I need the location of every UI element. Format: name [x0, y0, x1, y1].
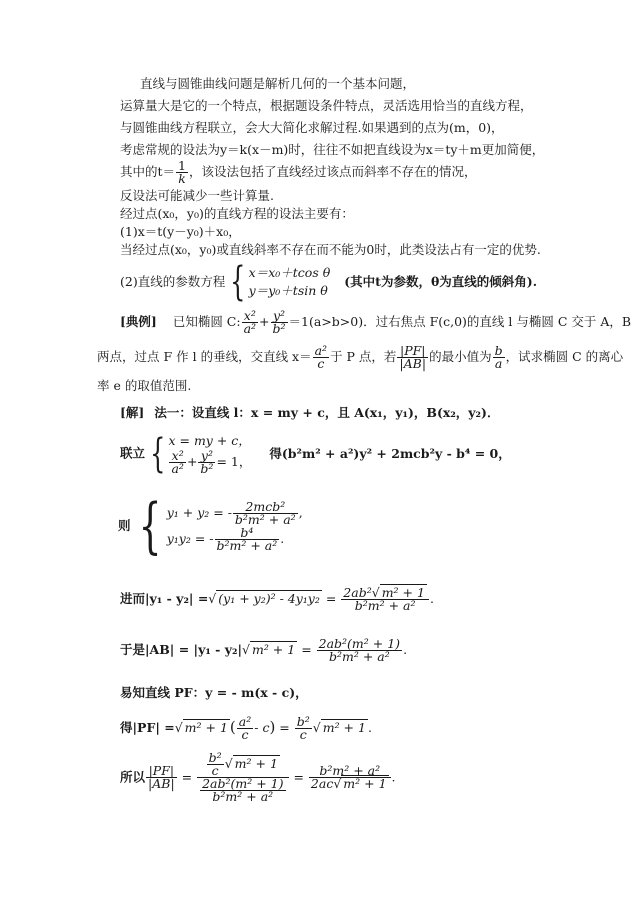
x2-over-a2-fraction: $\frac{\text{x²}}{\text{a²}}$	[243, 308, 257, 336]
intro-line-3: 与圆锥曲线方程联立，会大大简化求解过程.如果遇到的点为(m，0)，	[120, 120, 504, 135]
pf-length-line: 得|PF| =√ m² + 1 ( $\frac{\text{a²}}{c}$ - c) = $\frac{\text{b²}}{c}$ √ m² + 1 .	[120, 714, 372, 742]
param-equation-system	[249, 264, 331, 300]
quadratic-in-y: 得(b²m² + a²)y² + 2mcb²y - b⁴ = 0，	[269, 445, 511, 461]
example-text-6: ，试求椭圆 C 的离心	[505, 349, 624, 364]
suo-label: 所以	[120, 769, 146, 785]
vieta-sum: y₁ + y₂ = - $\frac{\text{2mcb²}}{\text{b²m² + a²}}$ ,	[166, 499, 303, 527]
left-brace-icon: {	[138, 491, 162, 561]
pf-line-equation: 易知直线 PF：y = - m(x - c)，	[120, 685, 308, 700]
example-line-2	[97, 345, 623, 370]
example-text-4: 于 P 点，若	[330, 349, 397, 364]
intro-line-5-suffix: ，该设法包括了直线经过该点而斜率不存在的情况，	[188, 164, 477, 179]
diff-y-sqrt: (y₁ + y₂)² - 4y₁y₂	[218, 591, 320, 606]
system-eq-2-tail: = 1，	[216, 454, 252, 469]
intro-line-4: 考虑常规的设法为y＝k(x－m)时，往往不如把直线设为x＝ty＋m更加简便，	[120, 142, 545, 157]
example-line-1: [典例] 已知椭圆 C: $\frac{\text{x²}}{\text{a²}}$ + $\frac{\text{y²}}{\text{b²}}$ ＝1(a>b>0)．过右焦点 F(c,0)的直线 l 与椭圆 C 交于 A，B	[120, 308, 632, 336]
fraction-numerator: 1	[178, 158, 186, 173]
param-eq-x: x＝x₀＋tcos θ	[248, 265, 331, 280]
ab-sqrt: m² + 1	[251, 642, 296, 657]
vieta-equations	[167, 500, 303, 552]
diff-y-line: 进而|y₁ - y₂| =√ (y₁ + y₂)² - 4y₁y₂ = $\frac{\text{2ab²√ m² + 1}}{\text{b²m² + a²}}$ .	[120, 585, 434, 613]
a2-over-c-fraction: $\frac{\text{a²}}{c}$	[314, 343, 328, 371]
intro-line-8: (1)x＝t(y－y₀)＋x₀，	[120, 224, 241, 239]
one-over-k-fraction	[176, 160, 188, 185]
param-eq-note: (其中t为参数，θ为直线的倾斜角).	[344, 274, 538, 289]
b-over-a-fraction: $\frac{b}{a}$	[494, 343, 503, 371]
intro-line-5	[120, 158, 477, 186]
jin-label: 进而|y₁ - y₂| =	[120, 591, 209, 606]
param-eq-label: (2)直线的参数方程	[120, 274, 226, 289]
example-text-5: 的最小值为	[429, 349, 492, 364]
example-label: [典例]	[120, 314, 157, 329]
vieta-system	[118, 491, 303, 561]
example-line-3: 率 e 的取值范围.	[97, 378, 192, 393]
intro-line-1: 直线与圆锥曲线问题是解析几何的一个基本问题，	[140, 76, 416, 91]
de2-label: 得|PF| =	[120, 720, 175, 735]
y2-over-b2-fraction: $\frac{\text{y²}}{\text{b²}}$	[272, 308, 286, 336]
yu-label: 于是|AB| = |y₁ - y₂|	[120, 642, 242, 657]
system-eq-1: x = my + c，	[168, 433, 251, 448]
example-text-1: 已知椭圆 C:	[172, 314, 241, 329]
solution-line-1	[120, 405, 499, 421]
intro-line-2: 运算量大是它的一个特点，根据题设条件特点，灵活选用恰当的直线方程，	[120, 98, 533, 113]
ab-length-line: 于是|AB| = |y₁ - y₂|√ m² + 1 = $\frac{\text{2ab²(m² + 1)}}{\text{b²m² + a²}}$ .	[120, 636, 408, 664]
pf-over-ab-fraction: $\frac{|PF|}{|AB|}$	[399, 343, 427, 371]
intro-line-9: 当经过点(x₀，y₀)或直线斜率不存在而不能为0时，此类设法占有一定的优势.	[120, 242, 541, 257]
example-text-3: 两点，过点 F 作 l 的垂线，交直线 x＝	[97, 349, 312, 364]
intro-line-6: 反设法可能减少一些计算量.	[120, 188, 274, 203]
ze-label: 则	[118, 518, 131, 533]
intro-line-10	[120, 259, 538, 305]
solution-system	[120, 432, 511, 475]
fraction-denominator: k	[178, 171, 186, 186]
left-brace-icon: {	[150, 430, 166, 477]
ratio-line: 所以 $\frac{|PF|}{|AB|}$ = $\frac{\text{b²}}{c}$ √ m² + 1 $\frac{\text{2ab²(m² + 1)}}{\text{b²m² + a²}}$ = $\frac{\text{b²m² + a²}}{\text{2ac√ m² + 1}}$ .	[120, 750, 396, 804]
example-text-2: ＝1(a>b>0)．过右焦点 F(c,0)的直线 l 与椭圆 C 交于 A，B	[288, 314, 632, 329]
lianli-label: 联立	[120, 445, 146, 461]
vieta-product: y₁y₂ = - $\frac{\text{b⁴}}{\text{b²m² + a²}}$ .	[166, 525, 285, 553]
param-eq-y: y＝y₀＋tsin θ	[248, 283, 328, 298]
line-ellipse-system	[168, 432, 251, 475]
solution-label: [解]	[120, 405, 145, 420]
left-brace-icon: {	[230, 259, 246, 305]
solution-method-1: 法一：设直线 l：x = my + c，且 A(x₁，y₁)，B(x₂，y₂)．	[154, 405, 500, 420]
intro-line-5-prefix: 其中的t＝	[120, 164, 176, 179]
system-eq-2: $\frac{\text{x²}}{\text{a²}}$ + $\frac{\text{y²}}{\text{b²}}$ = 1，	[171, 448, 252, 476]
intro-line-7: 经过点(x₀，y₀)的直线方程的设法主要有：	[120, 206, 354, 221]
